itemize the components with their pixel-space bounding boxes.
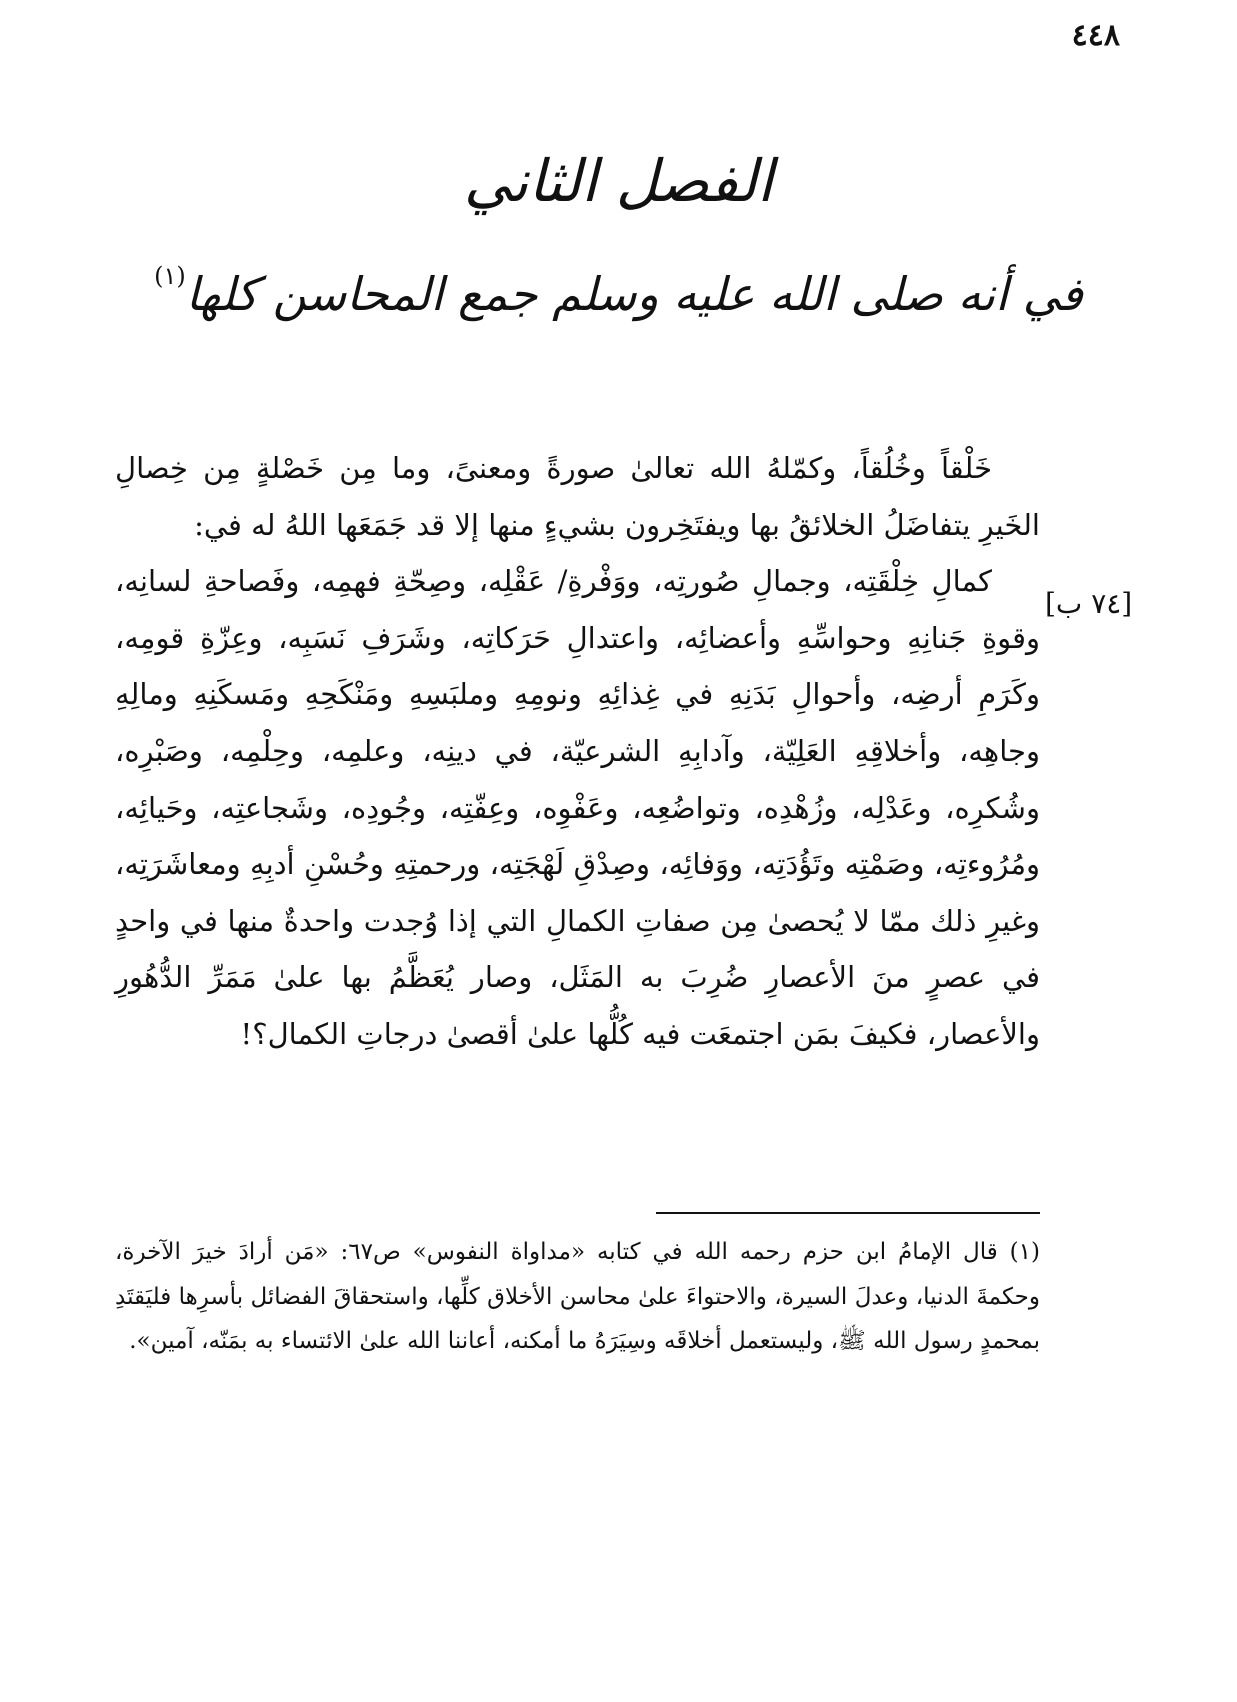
footnote-1: (١) قال الإمامُ ابن حزم رحمه الله في كتابه «مداواة النفوس» ص٦٧: «مَن أرادَ خيرَ الآخرة، وحكمةَ الدنيا، وعدلَ السيرة، والاحتواءَ علىٰ محاسن الأخلاق كلِّها، واستحقاقَ الفضائل بأسرِها فليَقتَدِ بمحمدٍ رسول الله ﷺ، وليستعمل أخلاقَه وسِيَرَهُ ما أمكنه، أعاننا الله علىٰ الائتساء به بمَنّه، آمين». <box>115 1239 1041 1354</box>
footnote-separator <box>656 1212 1040 1214</box>
subtitle-footnote-marker: (١) <box>154 262 186 290</box>
chapter-subtitle-text: في أنه صلى الله عليه وسلم جمع المحاسن كلها <box>185 267 1083 321</box>
manuscript-folio-marker: [٧٤ ب] <box>1045 587 1133 620</box>
page-number: ٤٤٨ <box>1071 18 1120 53</box>
main-text <box>115 440 1040 1063</box>
chapter-subtitle <box>150 262 1087 322</box>
footnotes <box>115 1230 1040 1364</box>
paragraph-2: كمالِ خِلْقَتِه، وجمالِ صُورتِه، ووَفْرةِ/ عَقْلِه، وصِحّةِ فهمِه، وفَصاحةِ لسانِه، وقوةِ جَنانِهِ وحواسِّهِ وأعضائِه، واعتدالِ حَرَكاتِه، وشَرَفِ نَسَبِه، وعِزّةِ قومِه، وكَرَمِ أرضِه، وأحوالِ بَدَنِهِ في غِذائِهِ ونومِهِ وملبَسِهِ ومَنْكَحِهِ ومَسكَنِهِ ومالِهِ وجاهِه، وأخلاقِهِ العَلِيّة، وآدابِهِ الشرعيّة، في دينِه، وعلمِه، وحِلْمِه، وصَبْرِه، وشُكرِه، وعَدْلِه، وزُهْدِه، وتواضُعِه، وعَفْوِه، وعِفّتِه، وجُودِه، وشَجاعتِه، وحَيائِه، ومُرُوءتِه، وصَمْتِه وتَؤُدَتِه، ووَفائِه، وصِدْقِ لَهْجَتِه، ورحمتِهِ وحُسْنِ أدبِهِ ومعاشَرَتِه، وغيرِ ذلك ممّا لا يُحصىٰ مِن صفاتِ الكمالِ التي إذا وُجدت واحدةٌ منها في واحدٍ في عصرٍ منَ الأعصارِ ضُرِبَ به المَثَل، وصار يُعَظَّمُ بها علىٰ مَمَرِّ الدُّهُورِ والأعصار، فكيفَ بمَن اجتمعَت فيه كُلُّها علىٰ أقصىٰ درجاتِ الكمال؟! <box>115 564 1040 1051</box>
paragraph-1: خَلْقاً وخُلُقاً، وكمّلهُ الله تعالىٰ صورةً ومعنىً، وما مِن خَصْلةٍ مِن خِصالِ الخَيرِ يتفاضَلُ الخلائقُ بها ويفتَخِرون بشيءٍ منها إلا قد جَمَعَها اللهُ له في: <box>115 451 1040 542</box>
chapter-title: الفصل الثاني <box>463 147 774 215</box>
